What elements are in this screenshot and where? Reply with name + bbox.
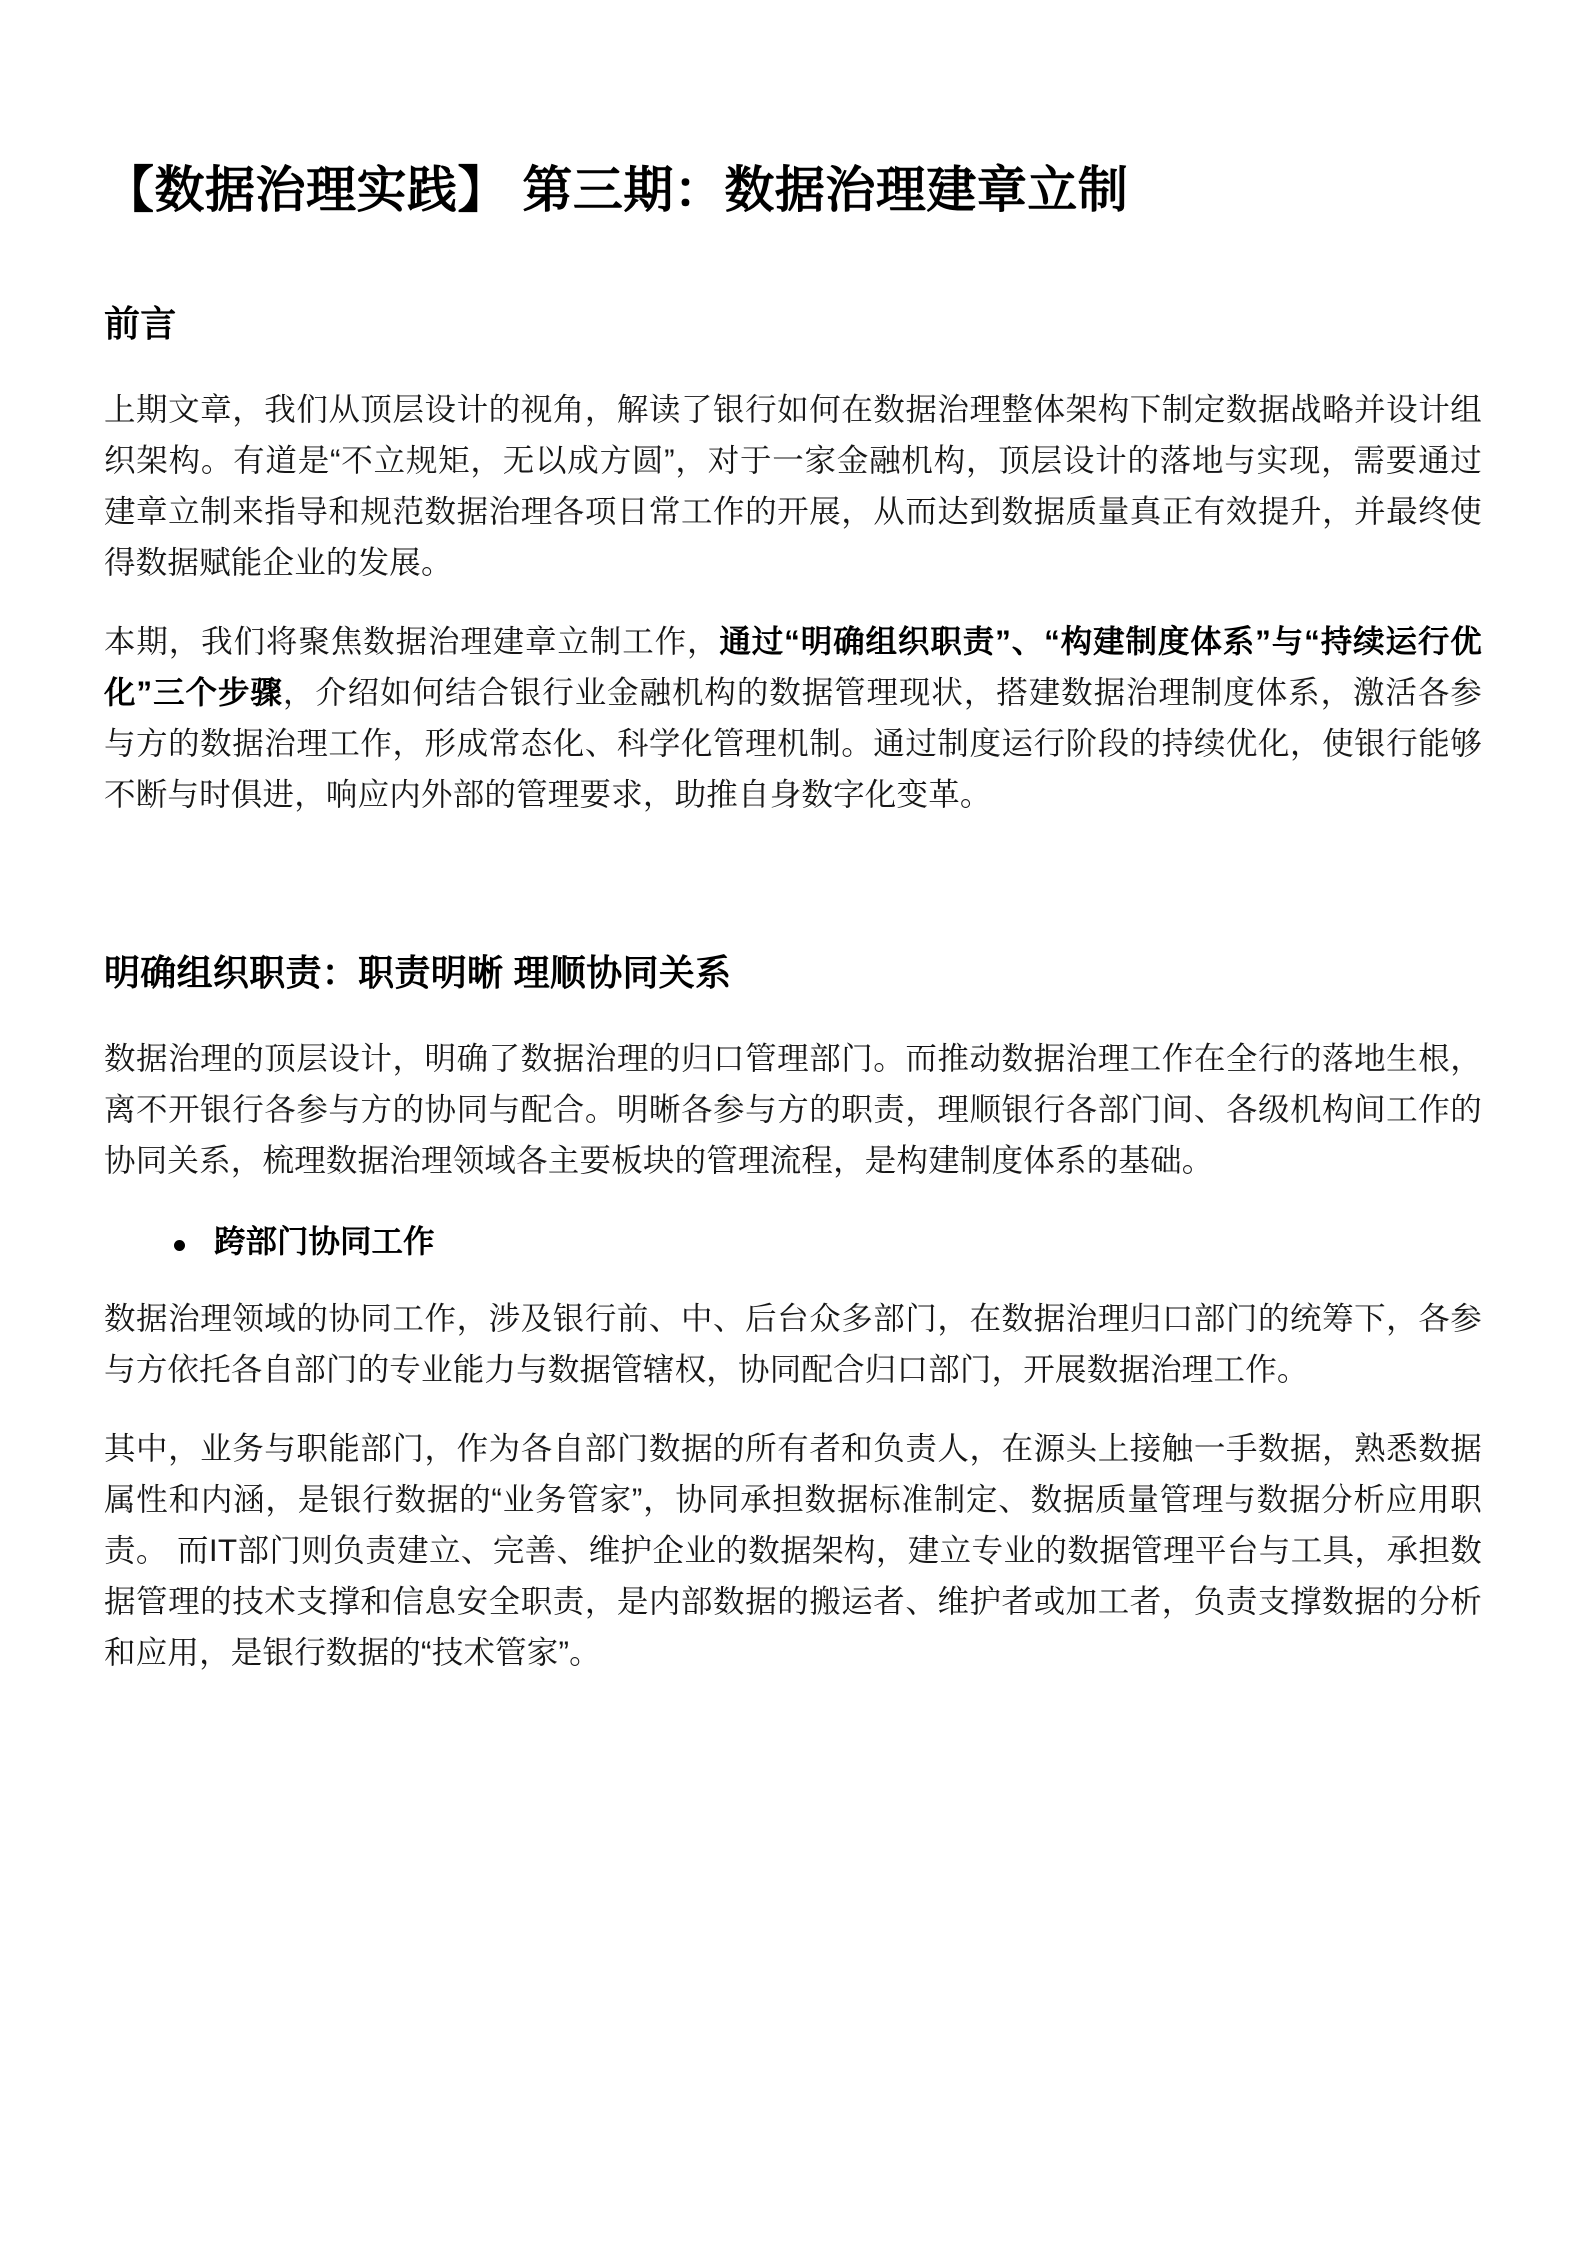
paragraph-preface-2: 本期，我们将聚焦数据治理建章立制工作，通过“明确组织职责”、“构建制度体系”与“持续运行优化”三个步骤，介绍如何结合银行业金融机构的数据管理现状，搭建数据治理制度体系，激活各参与方的数据治理工作，形成常态化、科学化管理机制。通过制度运行阶段的持续优化，使银行能够不断与时俱进，响应内外部的管理要求，助推自身数字化变革。 xyxy=(104,622,1482,812)
paragraph-organization-2: 数据治理领域的协同工作，涉及银行前、中、后台众多部门，在数据治理归口部门的统筹下，各参与方依托各自部门的专业能力与数据管辖权，协同配合归口部门，开展数据治理工作。 xyxy=(104,1300,1482,1388)
section-heading-preface: 前言 xyxy=(104,303,177,344)
bullet-list-cross-department xyxy=(104,1186,1482,1265)
paragraph-organization-3: 其中，业务与职能部门，作为各自部门数据的所有者和负责人，在源头上接触一手数据，熟悉数据属性和内涵，是银行数据的“业务管家”，协同承担数据标准制定、数据质量管理与数据分析应用职责。 而IT部门则负责建立、完善、维护企业的数据架构，建立专业的数据管理平台与工具，承担数据管理的技术支撑和信息安全职责，是内部数据的搬运者、维护者或加工者，负责支撑数据的分析和应用，是银行数据的“技术管家”。 xyxy=(104,1430,1482,1671)
section-heading-organization-duties: 明确组织职责：职责明晰 理顺协同关系 xyxy=(104,951,732,993)
list-item: 跨部门协同工作 xyxy=(170,1218,1482,1265)
paragraph-preface-1: 上期文章，我们从顶层设计的视角，解读了银行如何在数据治理整体架构下制定数据战略并设计组织架构。有道是“不立规矩，无以成方圆”，对于一家金融机构，顶层设计的落地与实现，需要通过建章立制来指导和规范数据治理各项日常工作的开展，从而达到数据质量真正有效提升，并最终使得数据赋能企业的发展。 xyxy=(104,390,1482,580)
page-title: 【数据治理实践】 第三期：数据治理建章立制 xyxy=(104,162,1129,218)
paragraph-organization-1: 数据治理的顶层设计，明确了数据治理的归口管理部门。而推动数据治理工作在全行的落地生根，离不开银行各参与方的协同与配合。明晰各参与方的职责，理顺银行各部门间、各级机构间工作的协同关系，梳理数据治理领域各主要板块的管理流程，是构建制度体系的基础。 xyxy=(104,1039,1482,1178)
emphasized-text: 通过“明确组织职责”、“构建制度体系”与“持续运行优化”三个步骤 xyxy=(104,622,1482,710)
